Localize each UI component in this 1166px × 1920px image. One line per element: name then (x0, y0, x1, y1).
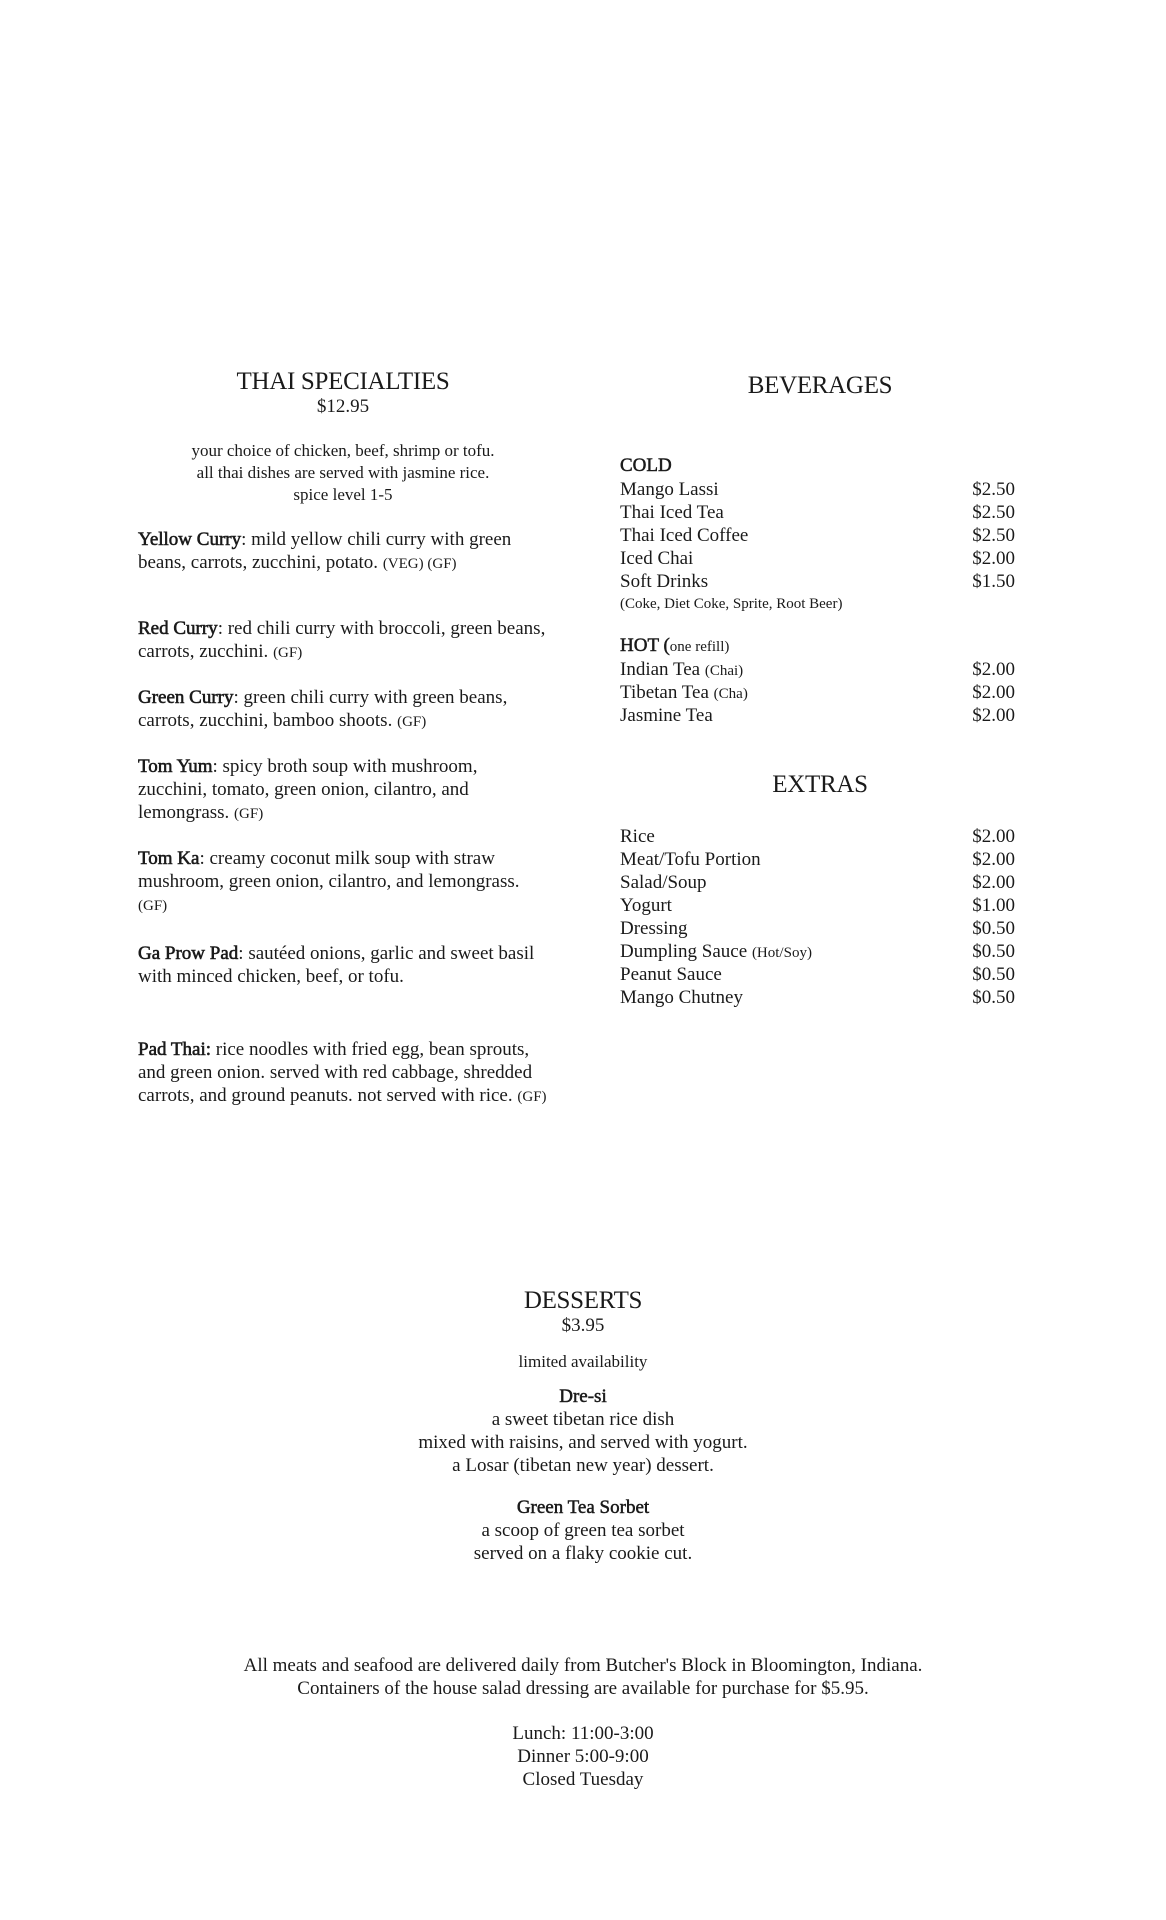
item-price: $2.00 (972, 548, 1015, 569)
item-note: (Chai) (704, 663, 744, 679)
dish-name: Yellow Curry (138, 529, 242, 550)
dish-tag: (GF) (397, 714, 427, 730)
thai-specialties-price: $12.95 (316, 396, 370, 417)
item-price: $1.50 (972, 571, 1015, 592)
menu-item (620, 917, 1015, 940)
menu-item (620, 524, 1015, 547)
thai-intro-line: spice level 1-5 (293, 485, 393, 504)
extras-list (620, 825, 1015, 1009)
dish-description: green chili curry with green beans, carrots, zucchini, bamboo shoots. (138, 687, 508, 731)
menu-item (620, 547, 1015, 570)
item-name: Salad/Soup (620, 872, 707, 893)
dish-description: red chili curry with broccoli, green beans, carrots, zucchini. (138, 618, 546, 662)
dish-tag: (GF) (234, 806, 264, 822)
dish-name: Ga Prow Pad (138, 943, 239, 964)
extras-title: EXTRAS (772, 771, 868, 798)
desserts-title: DESSERTS (523, 1287, 643, 1314)
menu-item (620, 963, 1015, 986)
thai-specialties-title: THAI SPECIALTIES (236, 368, 450, 395)
menu-item (620, 848, 1015, 871)
item-price: $2.00 (972, 826, 1015, 847)
hours-line: Dinner 5:00-9:00 (517, 1746, 649, 1767)
dish-description: rice noodles with fried egg, bean sprouts, and green onion. served with red cabbage, shredded carrots, and ground peanuts. not served with rice. (138, 1039, 533, 1106)
dish-red-curry (138, 617, 548, 665)
dish-pad-thai (138, 1038, 548, 1109)
menu-item (620, 986, 1015, 1009)
item-price: $0.50 (972, 964, 1015, 985)
dish-tag: (GF) (273, 645, 303, 661)
dish-yellow-curry (138, 528, 548, 576)
item-price: $2.50 (972, 525, 1015, 546)
item-price: $2.00 (972, 872, 1015, 893)
dish-separator: : (217, 618, 223, 639)
item-price: $0.50 (972, 941, 1015, 962)
menu-item (620, 478, 1015, 501)
dish-description: spicy broth soup with mushroom, zucchini, tomato, green onion, cilantro, and lemongrass. (138, 756, 478, 823)
hot-heading-label: HOT ( (620, 635, 670, 656)
dish-tag: (GF) (138, 898, 168, 914)
dish-description: mild yellow chili curry with green beans, carrots, zucchini, potato. (138, 529, 512, 573)
item-name: Mango Lassi (620, 479, 719, 500)
item-price: $0.50 (972, 918, 1015, 939)
dish-description: sautéed onions, garlic and sweet basil with minced chicken, beef, or tofu. (138, 943, 535, 987)
item-name: Peanut Sauce (620, 964, 722, 985)
dish-name: Tom Yum (138, 756, 213, 777)
item-name: Mango Chutney (620, 987, 743, 1008)
item-name: Yogurt (620, 895, 672, 916)
dish-name: Tom Ka (138, 848, 200, 869)
dessert-name: Dre-si (559, 1386, 607, 1407)
dish-separator: : (199, 848, 205, 869)
item-name: Indian Tea (620, 659, 705, 680)
dish-separator: : (241, 529, 247, 550)
item-name: Dressing (620, 918, 688, 939)
dessert-item (183, 1497, 983, 1565)
cold-heading: COLD (620, 455, 672, 476)
dessert-name: Green Tea Sorbet (516, 1497, 650, 1518)
beverages-title: BEVERAGES (747, 372, 893, 399)
menu-item (620, 940, 1015, 963)
dessert-line: a scoop of green tea sorbet (481, 1520, 685, 1541)
hours-line: Closed Tuesday (522, 1769, 644, 1790)
item-name: Iced Chai (620, 548, 694, 569)
hot-heading (620, 635, 729, 657)
dish-tom-ka (138, 847, 548, 918)
menu-item (620, 501, 1015, 524)
dish-name: Green Curry (138, 687, 234, 708)
dessert-line: mixed with raisins, and served with yogurt. (418, 1432, 748, 1453)
item-name: Meat/Tofu Portion (620, 849, 761, 870)
menu-item (620, 704, 1015, 727)
item-price: $2.00 (972, 849, 1015, 870)
item-name: Thai Iced Tea (620, 502, 724, 523)
item-price: $2.50 (972, 479, 1015, 500)
hours-line: Lunch: 11:00-3:00 (512, 1723, 654, 1744)
desserts-section (183, 1287, 983, 1565)
dish-name: Red Curry (138, 618, 218, 639)
menu-item (620, 871, 1015, 894)
menu-item (620, 894, 1015, 917)
item-price: $2.50 (972, 502, 1015, 523)
cold-drinks-list (620, 478, 1015, 615)
hot-heading-note: one refill) (669, 639, 730, 655)
dish-separator: : (238, 943, 244, 964)
dish-ga-prow-pad (138, 942, 548, 990)
dessert-item (183, 1386, 983, 1477)
dessert-line: a sweet tibetan rice dish (491, 1409, 675, 1430)
menu-item (620, 570, 1015, 593)
thai-intro-line: your choice of chicken, beef, shrimp or tofu. (191, 441, 495, 460)
thai-intro-line: all thai dishes are served with jasmine rice. (196, 463, 490, 482)
menu-item (620, 681, 1015, 704)
dish-tag: (VEG) (GF) (382, 556, 457, 572)
dessert-line: a Losar (tibetan new year) dessert. (452, 1455, 714, 1476)
item-name: Soft Drinks (620, 571, 709, 592)
item-price: $1.00 (972, 895, 1015, 916)
footer-note: Containers of the house salad dressing are available for purchase for $5.95. (297, 1678, 869, 1699)
hot-drinks-list (620, 658, 1015, 727)
dish-name: Pad Thai: (138, 1039, 212, 1060)
desserts-note: limited availability (518, 1352, 648, 1371)
dish-description: creamy coconut milk soup with straw mushroom, green onion, cilantro, and lemongrass. (138, 848, 520, 892)
item-note: (Hot/Soy) (751, 945, 812, 961)
menu-item (620, 658, 1015, 681)
item-name: Jasmine Tea (620, 705, 713, 726)
dessert-line: served on a flaky cookie cut. (473, 1543, 693, 1564)
item-price: $2.00 (972, 705, 1015, 726)
item-price: $2.00 (972, 682, 1015, 703)
item-price: $0.50 (972, 987, 1015, 1008)
menu-item (620, 825, 1015, 848)
thai-intro (138, 440, 548, 506)
footer (83, 1654, 1083, 1791)
dish-tag: (GF) (517, 1089, 547, 1105)
footer-note: All meats and seafood are delivered daily from Butcher's Block in Bloomington, Indiana. (243, 1655, 923, 1676)
dish-separator: : (233, 687, 239, 708)
item-price: $2.00 (972, 659, 1015, 680)
item-name: Dumpling Sauce (620, 941, 752, 962)
dish-separator: : (212, 756, 218, 777)
desserts-price: $3.95 (561, 1315, 605, 1336)
item-name: Thai Iced Coffee (620, 525, 749, 546)
dish-green-curry (138, 686, 548, 734)
item-name: Rice (620, 826, 655, 847)
dish-tom-yum (138, 755, 548, 826)
item-name: Tibetan Tea (620, 682, 714, 703)
soft-drinks-footnote: (Coke, Diet Coke, Sprite, Root Beer) (620, 596, 843, 612)
item-note: (Cha) (713, 686, 748, 702)
